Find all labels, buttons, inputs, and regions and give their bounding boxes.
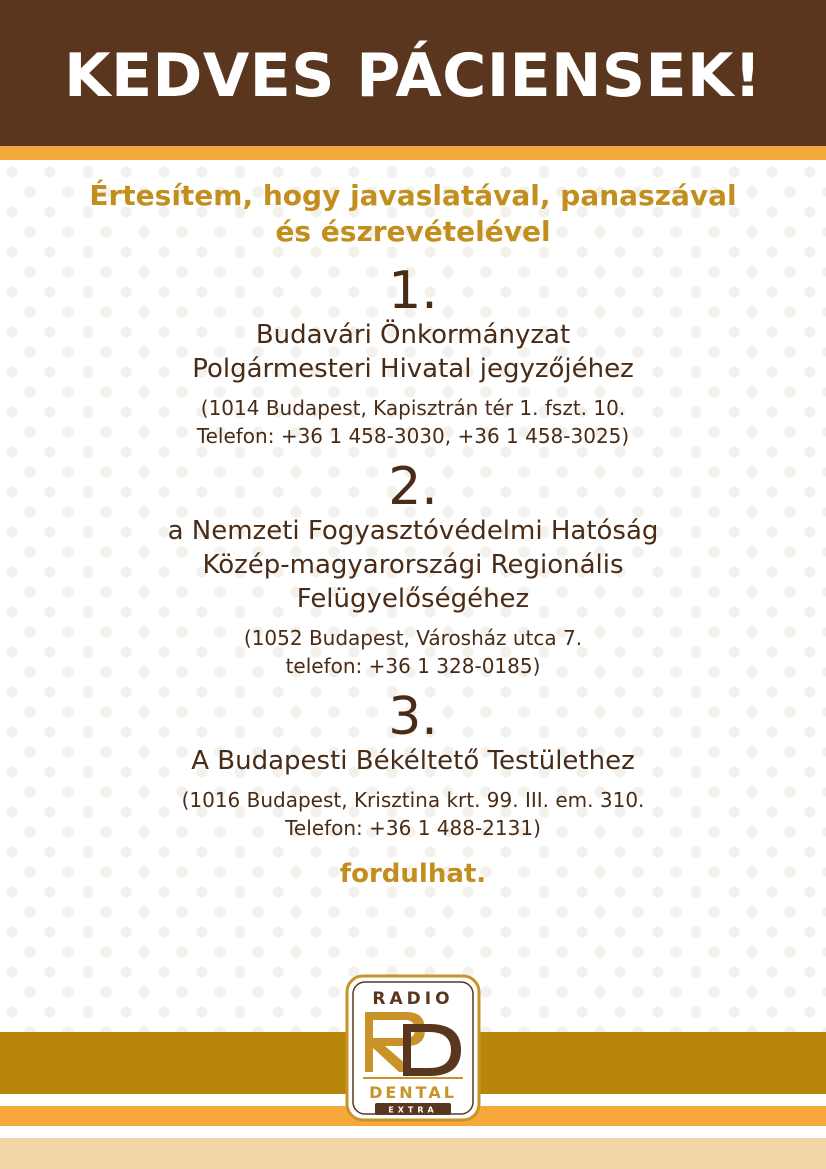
contact-item-3: [0, 687, 826, 842]
phone-line: Telefon: +36 1 458-3030, +36 1 458-3025): [196, 424, 630, 448]
item-number: 3.: [388, 687, 438, 747]
intro-line-1: Értesítem, hogy javaslatával, panaszával: [89, 179, 737, 212]
closing-text: fordulhat.: [339, 859, 487, 889]
address-line: (1016 Budapest, Krisztina krt. 99. III. em. 310.: [181, 788, 645, 812]
org-line: Budavári Önkormányzat: [255, 320, 571, 350]
address-line: (1052 Budapest, Városház utca 7.: [243, 626, 583, 650]
logo-top-text: RADIO: [372, 989, 454, 1009]
header-banner: [0, 0, 826, 146]
page-title: KEDVES PÁCIENSEK!: [64, 41, 762, 111]
notice-content: [0, 172, 826, 890]
header-stripe: [0, 146, 826, 160]
org-line: Felügyelőségéhez: [296, 584, 530, 614]
org-line: Polgármesteri Hivatal jegyzőjéhez: [192, 354, 634, 384]
radio-dental-logo: [345, 974, 481, 1122]
phone-line: telefon: +36 1 328-0185): [285, 654, 541, 678]
phone-line: Telefon: +36 1 488-2131): [285, 816, 541, 840]
item-number: 1.: [388, 261, 438, 321]
logo-tag-text: EXTRA: [388, 1105, 438, 1115]
intro-line-2: és észrevételével: [275, 215, 551, 248]
item-number: 2.: [388, 457, 438, 517]
org-line: a Nemzeti Fogyasztóvédelmi Hatóság: [167, 516, 659, 546]
org-line: A Budapesti Békéltető Testülethez: [191, 746, 635, 776]
logo-bottom-text: DENTAL: [369, 1083, 457, 1102]
contact-item-1: [0, 261, 826, 450]
footer-light-band: [0, 1138, 826, 1169]
org-line: Közép-magyarországi Regionális: [202, 550, 624, 580]
contact-item-2: [0, 457, 826, 680]
address-line: (1014 Budapest, Kapisztrán tér 1. fszt. 10.: [200, 396, 626, 420]
